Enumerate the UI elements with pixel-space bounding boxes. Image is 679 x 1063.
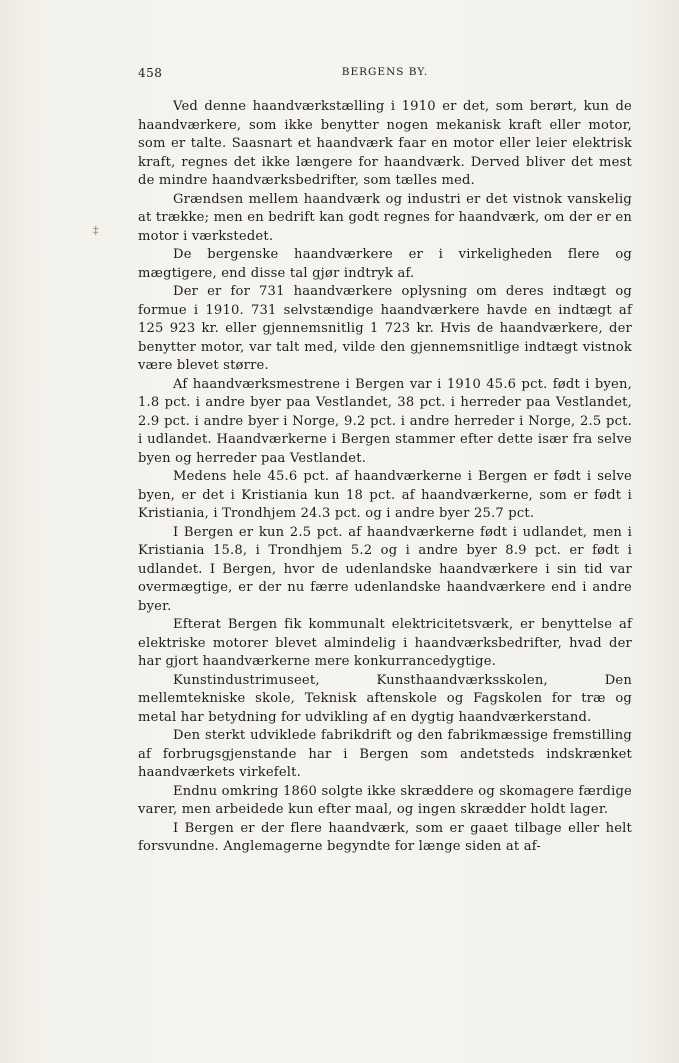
running-title: BERGENS BY. xyxy=(341,66,429,78)
paragraph-6: Medens hele 45.6 pct. af haandværkerne i Bergen er født i selve byen, er det i Kristiania kun 18 pct. af haandværkerne, som er født i Kristiania, i Trondhjem 24.3 pct. og i andre byer 25.7 pct. xyxy=(138,469,632,521)
page-header xyxy=(138,66,632,84)
page-number: 458 xyxy=(138,66,163,80)
body-text xyxy=(138,98,632,857)
paragraph-5: Af haandværksmestrene i Bergen var i 1910 45.6 pct. født i byen, 1.8 pct. i andre byer paa Vestlandet, 38 pct. i herreder paa Vestlandet, 2.9 pct. i andre byer i Norge, 9.2 pct. i andre herreder i Norge, 2.5 pct. i udlandet. Haandværkerne i Bergen stammer efter dette især fra selve byen og herreder paa Vestlandet. xyxy=(138,376,632,466)
margin-mark: ‡ xyxy=(93,224,99,237)
paragraph-10: Den sterkt udviklede fabrikdrift og den fabrikmæssige fremstilling af forbrugsgjenstande har i Bergen som andetsteds indskrænket haandværkets virkefelt. xyxy=(138,728,632,780)
paragraph-7: I Bergen er kun 2.5 pct. af haandværkerne født i udlandet, men i Kristiania 15.8, i Trondhjem 5.2 og i andre byer 8.9 pct. er født i udlandet. I Bergen, hvor de udenlandske haandværkere i sin tid var overmægtige, er der nu færre udenlandske haandværkere end i andre byer. xyxy=(138,524,632,614)
paragraph-9: Kunstindustrimuseet, Kunsthaandværksskolen, Den mellemtekniske skole, Teknisk aftenskole og Fagskolen for træ og metal har betydning for udvikling af en dygtig haandværkerstand. xyxy=(138,672,632,725)
paragraph-3: De bergenske haandværkere er i virkeligheden flere og mægtigere, end disse tal gjør indtryk af. xyxy=(138,247,632,281)
paragraph-1: Ved denne haandværkstælling i 1910 er det, som berørt, kun de haandværkere, som ikke benytter nogen mekanisk kraft eller motor, som er talte. Saasnart et haandværk faar en motor eller leier elektrisk kraft, regnes det ikke længere for haandværk. Derved bliver det mest de mindre haandværksbedrifter, som tælles med. xyxy=(138,99,632,188)
paragraph-11: Endnu omkring 1860 solgte ikke skræddere og skomagere færdige varer, men arbeidede kun efter maal, og ingen skrædder holdt lager. xyxy=(138,783,632,817)
paragraph-2: Grændsen mellem haandværk og industri er det vistnok vanskelig at trække; men en bedrift kan godt regnes for haandværk, om der er en motor i værkstedet. xyxy=(138,191,632,244)
paragraph-8: Efterat Bergen fik kommunalt elektricitetsværk, er benyttelse af elektriske motorer blevet almindelig i haandværksbedrifter, hvad der har gjort haandværkerne mere konkurrancedygtige. xyxy=(138,617,632,669)
paragraph-12: I Bergen er der flere haandværk, som er gaaet tilbage eller helt forsvundne. Anglemagerne begyndte for længe siden at af- xyxy=(138,820,632,854)
paragraph-4: Der er for 731 haandværkere oplysning om deres indtægt og formue i 1910. 731 selvstændige haandværkere havde en indtægt af 125 923 kr. eller gjennemsnitlig 1 723 kr. Hvis de haandværkere, der benytter motor, var talt med, vilde den gjennemsnitlige indtægt vistnok være blevet større. xyxy=(138,284,632,373)
